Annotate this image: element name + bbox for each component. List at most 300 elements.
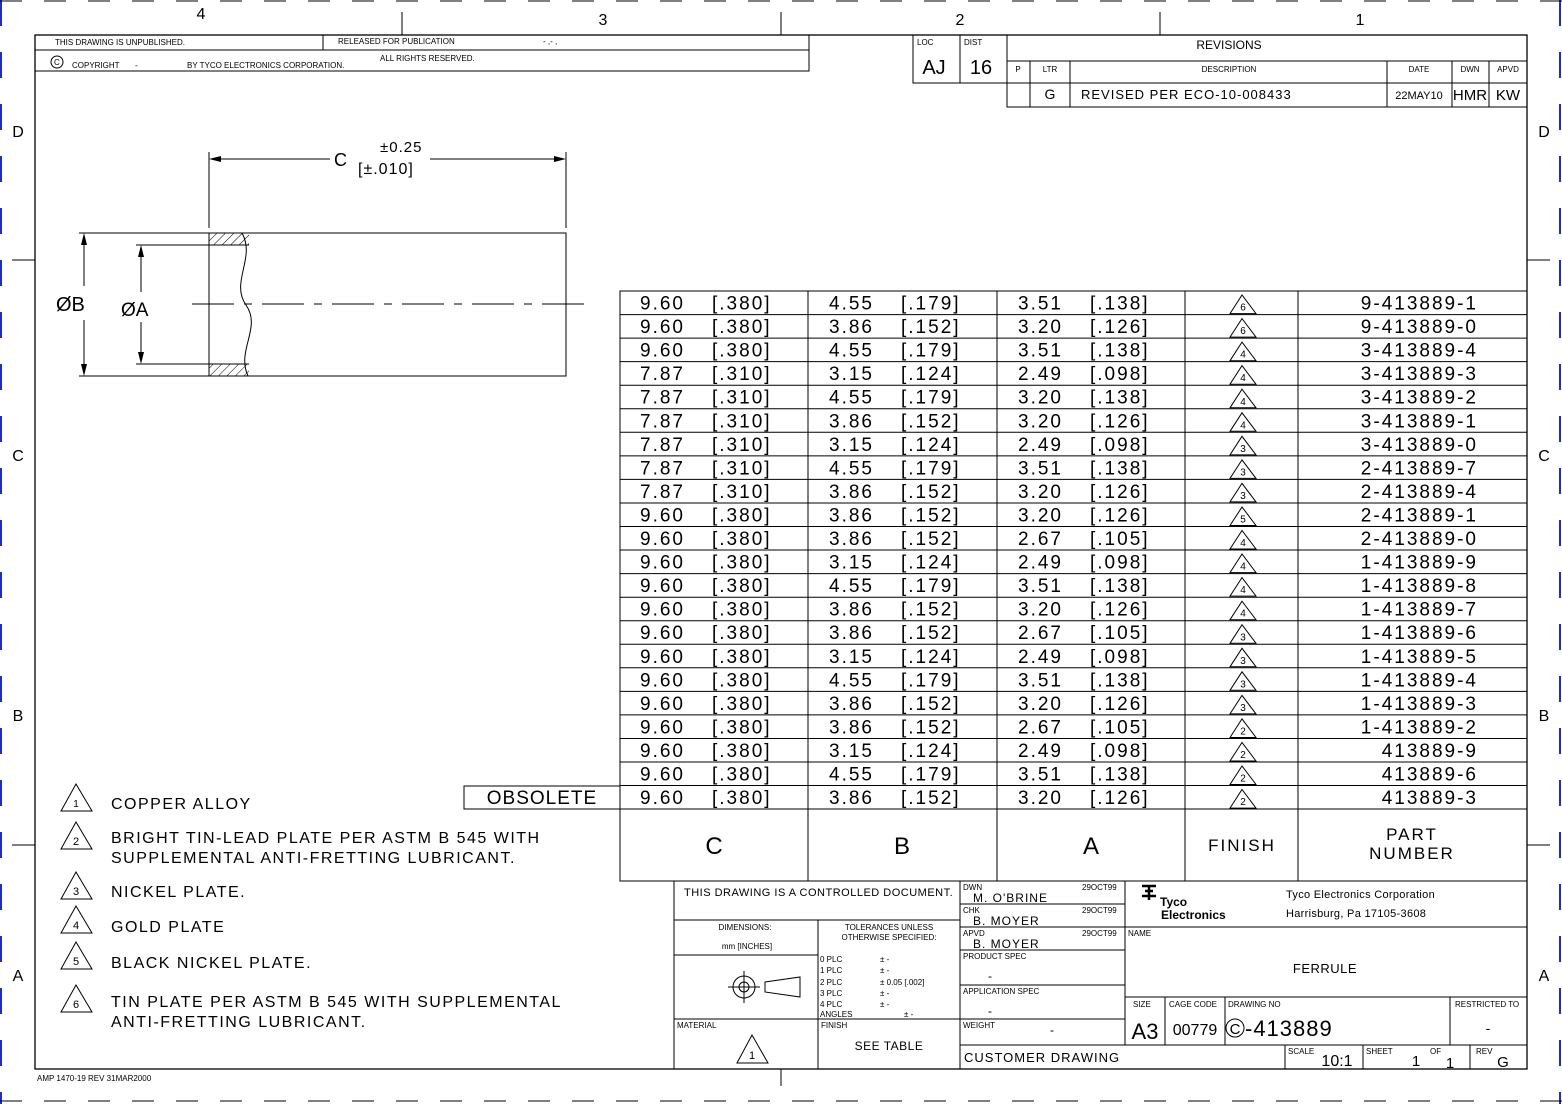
- cell-a-mm: 3.51: [1018, 293, 1063, 315]
- cell-finish: 2: [1240, 750, 1246, 761]
- cell-b-mm: 3.15: [829, 364, 874, 386]
- cell-a-in: [.126]: [1090, 317, 1150, 339]
- tolerances-title-2: OTHERWISE SPECIFIED:: [841, 933, 937, 942]
- cell-finish: 3: [1240, 467, 1246, 479]
- dim-b-label: ØB: [56, 294, 85, 316]
- cell-c-mm: 9.60: [640, 646, 685, 668]
- cell-a-mm: 2.67: [1018, 717, 1063, 739]
- note-5-text: BLACK NICKEL PLATE.: [111, 955, 313, 972]
- dwn-name: M. O'BRINE: [973, 891, 1048, 905]
- cell-c-mm: 9.60: [640, 293, 685, 315]
- cell-c-mm: 9.60: [640, 599, 685, 621]
- cell-a-in: [.138]: [1090, 576, 1150, 598]
- cell-a-mm: 3.20: [1018, 505, 1063, 527]
- table-row: [640, 411, 1478, 432]
- cell-b-in: [.179]: [901, 340, 961, 362]
- cell-a-mm: 2.49: [1018, 364, 1063, 386]
- cell-a-in: [.138]: [1090, 340, 1150, 362]
- note-6-text-line-1: TIN PLATE PER ASTM B 545 WITH SUPPLEMENTAL: [111, 994, 562, 1011]
- cell-c-mm: 9.60: [640, 340, 685, 362]
- table-row: [640, 317, 1478, 338]
- company-name: Tyco Electronics Corporation: [1286, 889, 1436, 901]
- table-row: [640, 435, 1478, 456]
- cell-c-in: [.380]: [712, 340, 772, 362]
- publication-block: [35, 35, 809, 71]
- cell-b-mm: 3.15: [829, 552, 874, 574]
- company-address: Harrisburg, Pa 17105-3608: [1286, 908, 1427, 920]
- rev-date: 22MAY10: [1395, 90, 1443, 102]
- cell-part-number: 9-413889-0: [1360, 317, 1478, 339]
- header-a: A: [1082, 833, 1100, 860]
- scale-value: 10:1: [1321, 1053, 1353, 1070]
- cell-b-in: [.124]: [901, 646, 961, 668]
- cell-finish: 4: [1240, 373, 1246, 385]
- released-value: - ,- ,: [543, 37, 558, 46]
- cell-c-in: [.380]: [712, 670, 772, 692]
- revisions-title: REVISIONS: [1196, 38, 1262, 52]
- zone-right-c: C: [1538, 448, 1550, 465]
- cell-part-number: 1-413889-9: [1360, 552, 1478, 574]
- cell-finish: 4: [1240, 396, 1246, 408]
- material-note: 1: [748, 1050, 756, 1062]
- tolerance-rows: [820, 955, 924, 1019]
- note-4: [61, 906, 225, 936]
- table-rows: [640, 294, 1478, 810]
- cell-b-mm: 3.86: [829, 788, 874, 809]
- cell-finish: 3: [1240, 443, 1246, 455]
- tol-0plc: 0 PLC: [820, 955, 843, 964]
- loc-value: AJ: [922, 57, 946, 79]
- cell-a-in: [.126]: [1090, 505, 1150, 527]
- finish-label: FINISH: [821, 1021, 848, 1030]
- cell-c-in: [.380]: [712, 505, 772, 527]
- cell-c-mm: 7.87: [640, 481, 685, 503]
- cell-c-mm: 9.60: [640, 623, 685, 645]
- cell-c-mm: 7.87: [640, 458, 685, 480]
- header-c: C: [705, 833, 723, 860]
- cell-c-mm: 9.60: [640, 505, 685, 527]
- sheet-edge-marks: [1, 0, 1560, 1104]
- weight-value: -: [1050, 1023, 1054, 1037]
- table-row: [640, 553, 1478, 574]
- cell-c-in: [.380]: [712, 552, 772, 574]
- cell-b-in: [.179]: [901, 670, 961, 692]
- cell-b-mm: 3.86: [829, 529, 874, 550]
- cell-c-in: [.310]: [712, 364, 772, 386]
- cell-part-number: 1-413889-3: [1360, 693, 1478, 715]
- cell-finish: 5: [1240, 514, 1246, 526]
- note-6-number: 6: [72, 999, 80, 1011]
- cell-c-mm: 9.60: [640, 576, 685, 598]
- cell-finish: 2: [1240, 726, 1246, 738]
- drawing-no-label: DRAWING NO: [1228, 1000, 1281, 1009]
- rev-header-date: DATE: [1408, 65, 1430, 74]
- cell-finish: 6: [1240, 302, 1246, 314]
- product-spec-label: PRODUCT SPEC: [963, 952, 1027, 961]
- cell-a-mm: 3.20: [1018, 788, 1063, 809]
- cell-c-mm: 9.60: [640, 764, 685, 786]
- note-1-number: 1: [73, 799, 79, 810]
- tol-2plc: 2 PLC: [820, 978, 843, 987]
- header-finish: FINISH: [1208, 836, 1276, 855]
- table-row: [640, 623, 1478, 644]
- name-label: NAME: [1128, 929, 1152, 938]
- cell-a-mm: 3.20: [1018, 693, 1063, 715]
- cell-a-mm: 2.49: [1018, 434, 1063, 456]
- cell-b-in: [.124]: [901, 364, 961, 386]
- material-label: MATERIAL: [677, 1021, 717, 1030]
- cell-b-mm: 4.55: [829, 340, 874, 362]
- cell-part-number: 3-413889-0: [1360, 434, 1478, 456]
- cell-a-in: [.138]: [1090, 387, 1150, 409]
- cell-part-number: 413889-6: [1381, 764, 1478, 786]
- cell-part-number: 2-413889-4: [1360, 481, 1478, 503]
- zone-top-1: 1: [1355, 12, 1365, 29]
- sheet-label: SHEET: [1366, 1047, 1393, 1056]
- cell-finish: 4: [1240, 538, 1246, 549]
- cell-b-mm: 3.86: [829, 717, 874, 739]
- tol-4plc: 4 PLC: [820, 1000, 843, 1009]
- cell-finish: 4: [1240, 561, 1246, 573]
- cell-part-number: 413889-3: [1381, 788, 1478, 809]
- apvd-date: 29OCT99: [1082, 929, 1117, 938]
- cell-b-in: [.152]: [901, 599, 961, 621]
- chk-label: CHK: [963, 906, 980, 915]
- cell-c-mm: 7.87: [640, 434, 685, 456]
- cell-b-in: [.152]: [901, 411, 961, 433]
- rev-description: REVISED PER ECO-10-008433: [1081, 87, 1292, 102]
- copyright-owner: BY TYCO ELECTRONICS CORPORATION.: [187, 61, 345, 70]
- cell-c-mm: 9.60: [640, 741, 685, 762]
- cell-b-in: [.179]: [901, 293, 961, 315]
- cell-a-in: [.098]: [1090, 364, 1150, 386]
- tyco-logo-icon: [1142, 886, 1226, 922]
- cell-b-in: [.152]: [901, 317, 961, 339]
- cell-c-in: [.380]: [712, 529, 772, 550]
- table-row: [640, 506, 1478, 527]
- cage-code-label: CAGE CODE: [1169, 1000, 1218, 1009]
- cell-b-mm: 3.86: [829, 505, 874, 527]
- note-2-text-line-1: BRIGHT TIN-LEAD PLATE PER ASTM B 545 WITH: [111, 830, 541, 847]
- title-block: [674, 881, 1527, 1072]
- table-row: [640, 364, 1478, 385]
- cell-a-mm: 3.20: [1018, 387, 1063, 409]
- note-5-number: 5: [72, 956, 80, 968]
- zone-left-a: A: [12, 968, 24, 985]
- drawing-no-prefix: C: [1229, 1021, 1241, 1038]
- rev-header-description: DESCRIPTION: [1201, 65, 1257, 74]
- cell-part-number: 413889-9: [1381, 741, 1478, 762]
- zone-right-b: B: [1538, 708, 1550, 725]
- cell-a-mm: 2.67: [1018, 529, 1063, 550]
- cell-c-in: [.380]: [712, 623, 772, 645]
- cell-part-number: 3-413889-2: [1360, 387, 1478, 409]
- table-row: [640, 529, 1478, 550]
- cell-a-in: [.098]: [1090, 646, 1150, 668]
- cell-c-in: [.380]: [712, 693, 772, 715]
- cell-a-in: [.105]: [1090, 717, 1150, 739]
- obsolete-label: OBSOLETE: [486, 788, 598, 809]
- note-2: [61, 822, 541, 867]
- cell-a-in: [.138]: [1090, 764, 1150, 786]
- dist-value: 16: [969, 57, 993, 79]
- cell-finish: 3: [1240, 632, 1246, 644]
- zone-top-3: 3: [598, 12, 608, 29]
- table-row: [640, 341, 1478, 362]
- dimension-table: [464, 291, 1527, 881]
- table-row: [640, 482, 1478, 503]
- form-number: AMP 1470-19 REV 31MAR2000: [37, 1074, 152, 1083]
- cell-b-mm: 4.55: [829, 576, 874, 598]
- application-spec-value: -: [988, 1004, 992, 1018]
- cell-finish: 4: [1240, 420, 1246, 432]
- cell-b-mm: 4.55: [829, 764, 874, 786]
- rev-header-apvd: APVD: [1497, 65, 1519, 74]
- copyright-dash: -: [135, 61, 138, 70]
- loc-dist-block: [913, 35, 1007, 83]
- cell-a-mm: 2.49: [1018, 646, 1063, 668]
- finish-value: SEE TABLE: [854, 1039, 924, 1053]
- cell-c-in: [.380]: [712, 717, 772, 739]
- application-spec-label: APPLICATION SPEC: [963, 987, 1040, 996]
- cell-a-in: [.138]: [1090, 458, 1150, 480]
- cell-b-mm: 3.86: [829, 599, 874, 621]
- cell-finish: 4: [1240, 608, 1246, 620]
- table-row: [640, 647, 1478, 668]
- cell-finish: 3: [1240, 679, 1246, 691]
- cell-a-in: [.098]: [1090, 434, 1150, 456]
- cell-c-in: [.380]: [712, 741, 772, 762]
- cell-part-number: 9-413889-1: [1360, 293, 1478, 315]
- cell-c-mm: 7.87: [640, 364, 685, 386]
- cell-b-mm: 4.55: [829, 458, 874, 480]
- cell-part-number: 2-413889-0: [1360, 529, 1478, 550]
- rev-value: G: [1497, 1054, 1509, 1071]
- cell-part-number: 1-413889-8: [1360, 576, 1478, 598]
- part-name: FERRULE: [1292, 961, 1358, 976]
- cell-a-mm: 3.51: [1018, 576, 1063, 598]
- cell-finish: 2: [1240, 797, 1246, 809]
- cell-a-mm: 3.51: [1018, 670, 1063, 692]
- cell-c-in: [.380]: [712, 788, 772, 809]
- cell-part-number: 2-413889-7: [1360, 458, 1478, 480]
- dimensions-units: mm [INCHES]: [721, 942, 773, 951]
- ferrule-drawing: [56, 139, 584, 376]
- cell-a-in: [.105]: [1090, 623, 1150, 645]
- of-label: OF: [1430, 1047, 1442, 1056]
- size-value: A3: [1131, 1019, 1159, 1044]
- table-row: [640, 765, 1478, 786]
- note-4-number: 4: [72, 920, 80, 932]
- table-row: [640, 741, 1478, 762]
- cell-b-mm: 3.15: [829, 646, 874, 668]
- cell-a-mm: 2.67: [1018, 623, 1063, 645]
- dwn-label: DWN: [963, 883, 983, 892]
- header-number: NUMBER: [1369, 844, 1455, 863]
- note-6-text-line-2: ANTI-FRETTING LUBRICANT.: [111, 1014, 367, 1031]
- cell-finish: 3: [1240, 490, 1246, 502]
- tol-3plc: 3 PLC: [820, 989, 843, 998]
- cell-c-in: [.310]: [712, 434, 772, 456]
- cell-b-in: [.152]: [901, 529, 961, 550]
- zone-right-d: D: [1538, 124, 1550, 141]
- cell-finish: 3: [1240, 655, 1246, 667]
- cell-finish: 4: [1240, 585, 1246, 597]
- ferrule-wall-bottom: [209, 364, 249, 376]
- cell-a-mm: 3.20: [1018, 317, 1063, 339]
- cell-c-in: [.380]: [712, 576, 772, 598]
- rev-apvd: KW: [1495, 87, 1521, 104]
- cell-a-in: [.138]: [1090, 670, 1150, 692]
- dwn-date: 29OCT99: [1082, 883, 1117, 892]
- rev-header-dwn: DWN: [1460, 65, 1480, 74]
- cell-c-in: [.380]: [712, 599, 772, 621]
- cell-a-mm: 2.49: [1018, 552, 1063, 574]
- cell-finish: 4: [1240, 349, 1246, 361]
- cell-finish: 2: [1240, 773, 1246, 785]
- cell-a-in: [.126]: [1090, 693, 1150, 715]
- rev-header-ltr: LTR: [1042, 65, 1058, 74]
- rev-ltr: G: [1044, 86, 1056, 102]
- rev-label: REV: [1476, 1047, 1493, 1056]
- cell-c-mm: 9.60: [640, 670, 685, 692]
- table-row: [640, 717, 1478, 738]
- cell-b-in: [.152]: [901, 623, 961, 645]
- note-2-number: 2: [72, 836, 80, 848]
- chk-date: 29OCT99: [1082, 906, 1117, 915]
- logo-line-1: Tyco: [1160, 895, 1188, 909]
- dim-c-tol-mm: ±0.25: [380, 139, 423, 156]
- cell-b-in: [.152]: [901, 693, 961, 715]
- note-1-text: COPPER ALLOY: [111, 796, 252, 813]
- cell-c-in: [.380]: [712, 646, 772, 668]
- cell-b-mm: 4.55: [829, 293, 874, 315]
- dist-label: DIST: [964, 38, 983, 47]
- cell-b-in: [.152]: [901, 505, 961, 527]
- dimensions-label: DIMENSIONS:: [718, 923, 772, 932]
- note-6: [61, 985, 562, 1031]
- cell-part-number: 2-413889-1: [1360, 505, 1478, 527]
- cell-part-number: 3-413889-4: [1360, 340, 1478, 362]
- dim-c-label: C: [334, 150, 347, 170]
- cell-b-mm: 3.86: [829, 317, 874, 339]
- cell-a-mm: 3.51: [1018, 458, 1063, 480]
- cell-b-in: [.179]: [901, 764, 961, 786]
- apvd-label: APVD: [963, 929, 985, 938]
- restricted-value: -: [1485, 1020, 1491, 1036]
- table-row: [640, 576, 1478, 597]
- size-label: SIZE: [1133, 1000, 1151, 1009]
- tol-1plc-value: ± -: [880, 966, 890, 975]
- cell-a-in: [.126]: [1090, 481, 1150, 503]
- cell-b-in: [.179]: [901, 387, 961, 409]
- cell-a-mm: 2.49: [1018, 741, 1063, 762]
- scale-label: SCALE: [1288, 1047, 1315, 1056]
- cell-finish: 6: [1240, 326, 1246, 338]
- note-5: [61, 942, 312, 972]
- customer-drawing: CUSTOMER DRAWING: [964, 1050, 1121, 1065]
- cage-code-value: 00779: [1172, 1022, 1218, 1039]
- notes: [61, 784, 562, 1031]
- cell-a-in: [.126]: [1090, 599, 1150, 621]
- logo-line-2: Electronics: [1161, 908, 1226, 922]
- cell-c-mm: 7.87: [640, 387, 685, 409]
- cell-a-in: [.138]: [1090, 293, 1150, 315]
- rev-dwn: HMR: [1452, 87, 1488, 104]
- cell-b-mm: 3.15: [829, 741, 874, 762]
- cell-a-mm: 3.20: [1018, 599, 1063, 621]
- note-2-text-line-2: SUPPLEMENTAL ANTI-FRETTING LUBRICANT.: [111, 850, 516, 867]
- tol-4plc-value: ± -: [880, 1000, 890, 1009]
- cell-c-in: [.380]: [712, 764, 772, 786]
- cell-c-mm: 9.60: [640, 788, 685, 809]
- released-label: RELEASED FOR PUBLICATION: [338, 37, 455, 46]
- dim-c-tol-in: [±.010]: [358, 161, 414, 178]
- cell-b-mm: 3.86: [829, 411, 874, 433]
- cell-a-mm: 3.20: [1018, 481, 1063, 503]
- note-3-number: 3: [72, 886, 80, 898]
- table-row: [640, 294, 1478, 315]
- chk-name: B. MOYER: [973, 914, 1040, 928]
- header-b: B: [893, 833, 911, 860]
- note-4-text: GOLD PLATE: [111, 919, 226, 936]
- controlled-document: THIS DRAWING IS A CONTROLLED DOCUMENT.: [684, 887, 954, 899]
- tol-0plc-value: ± -: [880, 955, 890, 964]
- zone-left-c: C: [12, 448, 24, 465]
- weight-label: WEIGHT: [963, 1021, 995, 1030]
- revisions-block: [1007, 35, 1527, 107]
- cell-c-mm: 9.60: [640, 317, 685, 339]
- cell-a-mm: 3.20: [1018, 411, 1063, 433]
- cell-a-in: [.126]: [1090, 411, 1150, 433]
- cell-b-in: [.124]: [901, 552, 961, 574]
- table-row: [640, 694, 1478, 715]
- apvd-name: B. MOYER: [973, 937, 1040, 951]
- cell-a-in: [.126]: [1090, 788, 1150, 809]
- note-3-text: NICKEL PLATE.: [111, 884, 247, 901]
- cell-part-number: 1-413889-5: [1360, 646, 1478, 668]
- cell-a-mm: 3.51: [1018, 764, 1063, 786]
- cell-finish: 3: [1240, 702, 1246, 714]
- rev-header-p: P: [1015, 65, 1021, 74]
- cell-b-in: [.179]: [901, 458, 961, 480]
- cell-b-mm: 3.15: [829, 434, 874, 456]
- cell-b-mm: 3.86: [829, 623, 874, 645]
- cell-a-in: [.105]: [1090, 529, 1150, 550]
- cell-c-mm: 9.60: [640, 693, 685, 715]
- projection-symbol-icon: [728, 971, 800, 1003]
- cell-c-in: [.310]: [712, 411, 772, 433]
- cell-c-in: [.380]: [712, 293, 772, 315]
- cell-c-in: [.380]: [712, 317, 772, 339]
- note-1: [61, 784, 252, 813]
- copyright-c: C: [54, 58, 60, 67]
- copyright-label: COPYRIGHT: [72, 61, 120, 70]
- tol-2plc-value: ± 0.05 [.002]: [880, 978, 925, 987]
- cell-part-number: 3-413889-3: [1360, 364, 1478, 386]
- zone-right-a: A: [1538, 968, 1550, 985]
- tolerances-title-1: TOLERANCES UNLESS: [844, 923, 934, 932]
- cell-part-number: 1-413889-2: [1360, 717, 1478, 739]
- cell-part-number: 1-413889-6: [1360, 623, 1478, 645]
- table-row: [640, 458, 1478, 479]
- cell-b-in: [.179]: [901, 576, 961, 598]
- zone-top-4: 4: [196, 6, 206, 23]
- product-spec-value: -: [988, 969, 992, 983]
- rights-reserved: ALL RIGHTS RESERVED.: [380, 54, 475, 63]
- cell-a-in: [.098]: [1090, 552, 1150, 574]
- cell-c-in: [.310]: [712, 387, 772, 409]
